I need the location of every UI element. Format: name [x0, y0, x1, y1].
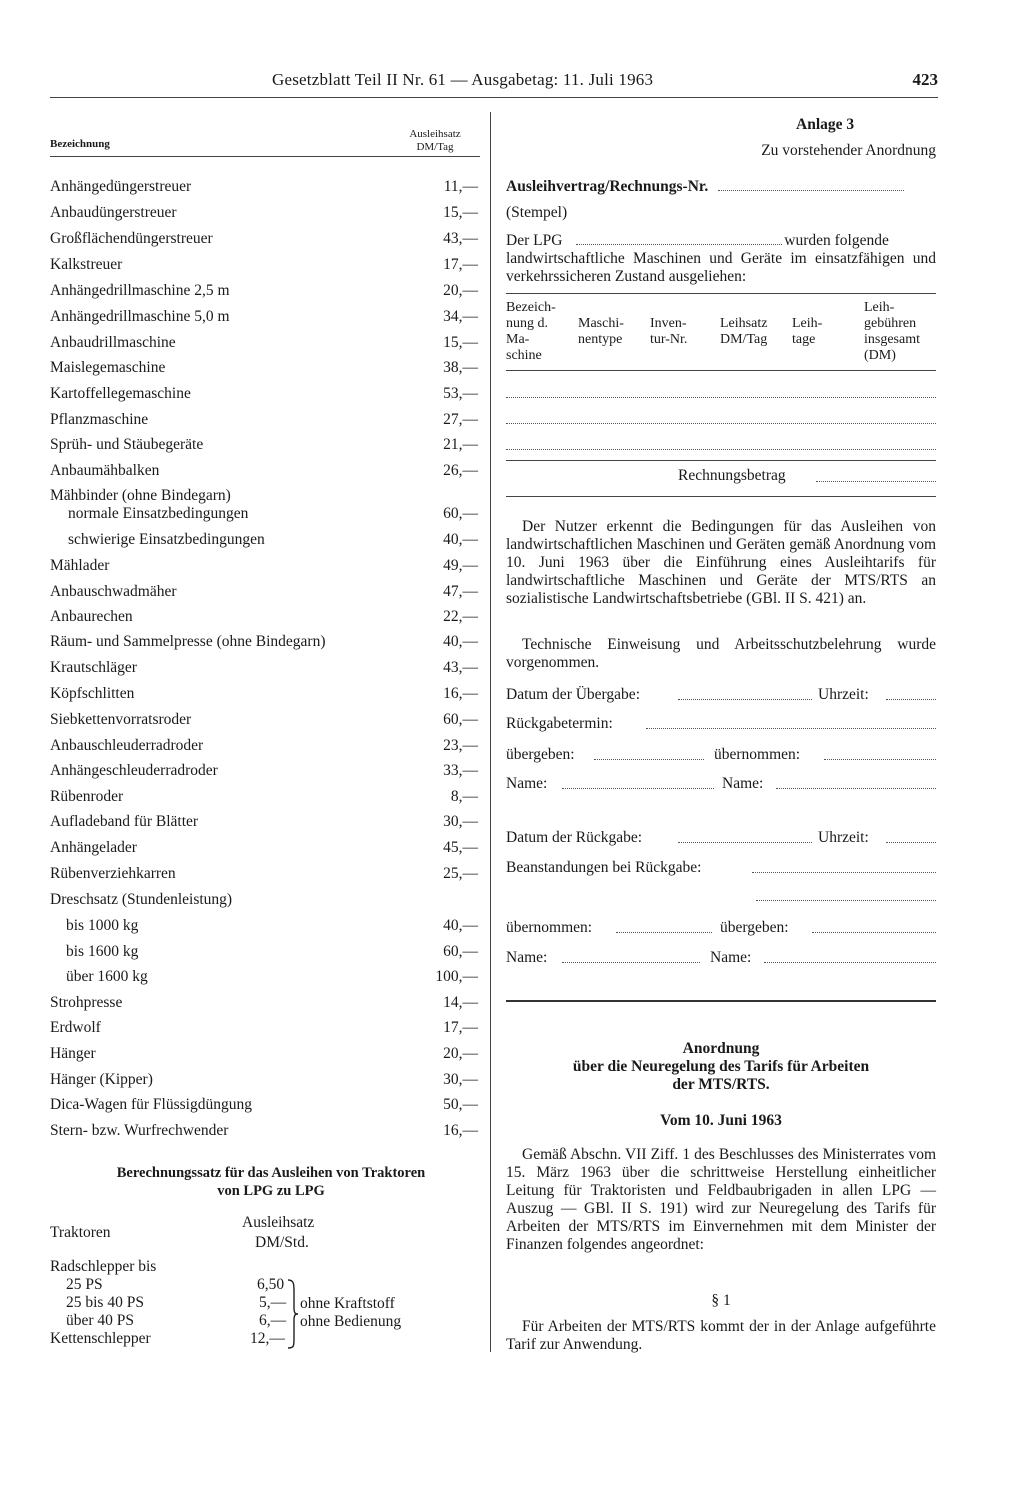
th-leihsatz — [720, 316, 767, 348]
machine-name: Anhängedüngerstreuer — [50, 178, 192, 195]
machine-name: Anbauschleuderradroder — [50, 737, 204, 754]
machine-rate: 30,— — [443, 813, 478, 830]
brace-icon — [286, 1278, 300, 1350]
th-tage-l1: Leih- — [792, 316, 823, 331]
invoice-total-label: Rechnungsbetrag — [678, 467, 786, 484]
machine-name: schwierige Einsatzbedingungen — [68, 531, 265, 548]
th-geb-l2: gebühren — [864, 316, 917, 331]
th-bezeichnung — [506, 300, 556, 364]
invoice-total-field[interactable] — [816, 480, 936, 482]
machine-row — [50, 1071, 480, 1089]
machine-name: Anbauschwadmäher — [50, 583, 177, 600]
machine-name: bis 1600 kg — [66, 943, 139, 960]
tractor-row-name: Radschlepper bis — [50, 1258, 157, 1275]
tractor-row-name: 25 bis 40 PS — [66, 1294, 144, 1311]
machine-row — [50, 1019, 480, 1037]
machine-row — [50, 839, 480, 857]
taken-over2-label: übernommen: — [506, 919, 593, 936]
machine-name: Anbaudüngerstreuer — [50, 204, 177, 221]
machine-row — [50, 583, 480, 601]
machine-name: Anbaurechen — [50, 608, 133, 625]
th-maschinentype — [578, 316, 624, 348]
machine-row — [50, 608, 480, 626]
anlage-subtitle: Zu vorstehender Anordnung — [761, 142, 936, 159]
th-inv-l1: Inven- — [650, 316, 687, 331]
complaints-field[interactable] — [752, 871, 936, 873]
ordinance-title-l2: über die Neuregelung des Tarifs für Arbeiten — [572, 1058, 870, 1075]
machine-rate: 16,— — [443, 685, 478, 702]
tractor-section-title — [50, 1164, 480, 1200]
machine-name: Maislegemaschine — [50, 359, 166, 376]
intro-lpg-label: Der LPG — [506, 232, 563, 249]
machine-name: über 1600 kg — [66, 968, 148, 985]
machine-row — [50, 762, 480, 780]
machine-name: Anhängelader — [50, 839, 137, 856]
terms-paragraph: Der Nutzer erkennt die Bedingungen für das Ausleihen von landwirtschaftlichen Maschinen und Geräten gemäß Anordnung vom 10. Juni 1963 über die Einführung eines Ausleihtarifs für landwirtschaftliche Maschinen und Geräte der MTS/RTS an sozialistische Landwirtschaftsbetriebe (GBl. II S. 421) an. — [506, 518, 936, 607]
return-date-field[interactable] — [678, 841, 812, 843]
machine-name: Anhängedrillmaschine 5,0 m — [50, 308, 230, 325]
machine-rate: 15,— — [443, 334, 478, 351]
machine-rate: 100,— — [435, 968, 478, 985]
machine-row — [50, 178, 480, 196]
machine-rate: 45,— — [443, 839, 478, 856]
tractor-row-rate: 6,50 — [257, 1276, 285, 1293]
machine-name: Mählader — [50, 557, 110, 574]
machine-name: Pflanzmaschine — [50, 411, 149, 428]
th-bez-l1: Bezeich- — [506, 300, 556, 315]
machine-rate: 33,— — [443, 762, 478, 779]
machine-name: Rübenverziehkarren — [50, 865, 176, 882]
machine-row — [50, 282, 480, 300]
machine-name: Köpfschlitten — [50, 685, 135, 702]
machine-rate: 60,— — [443, 711, 478, 728]
machine-rate: 16,— — [443, 1122, 478, 1139]
machine-row — [50, 462, 480, 480]
machine-name: Kalkstreuer — [50, 256, 123, 273]
machine-rate: 38,— — [443, 359, 478, 376]
return-date-label: Datum der Rückgabe: — [506, 829, 643, 846]
column-divider — [490, 112, 491, 1352]
loan-row-field[interactable] — [506, 396, 936, 398]
machine-name: Rübenroder — [50, 788, 124, 805]
machine-row — [50, 334, 480, 352]
machine-name: Dica-Wagen für Flüssigdüngung — [50, 1096, 252, 1113]
invoice-rule — [506, 496, 936, 497]
machine-rate: 11,— — [443, 178, 478, 195]
ordinance-title — [506, 1040, 936, 1094]
complaints-label: Beanstandungen bei Rückgabe: — [506, 859, 702, 876]
handover-time-label: Uhrzeit: — [818, 686, 869, 703]
machine-rate: 14,— — [443, 994, 478, 1011]
machine-rate: 8,— — [450, 788, 478, 805]
machine-name: Mähbinder (ohne Bindegarn) — [50, 487, 231, 504]
tractor-row-rate: 6,— — [259, 1312, 287, 1329]
machine-row — [50, 256, 480, 274]
anlage-title: Anlage 3 — [796, 116, 855, 133]
th-type-l2: nentype — [578, 332, 623, 347]
header-title: Gesetzblatt Teil II Nr. 61 — Ausgabetag: 11. Juli 1963 — [272, 70, 654, 89]
intro-text: landwirtschaftliche Maschinen und Geräte im einsatzfähigen und verkehrssicheren Zustand ausgeliehen: — [506, 250, 936, 285]
machine-rate: 60,— — [443, 943, 478, 960]
machine-row — [50, 943, 480, 961]
instruction-paragraph: Technische Einweisung und Arbeitsschutzbelehrung wurde vorgenommen. — [506, 636, 936, 671]
machine-rate: 25,— — [443, 865, 478, 882]
machine-row — [50, 737, 480, 755]
name-field-d[interactable] — [764, 961, 936, 963]
tractor-row-rate: 12,— — [250, 1330, 285, 1347]
machine-rate: 47,— — [443, 583, 478, 600]
machine-name: Hänger (Kipper) — [50, 1071, 153, 1088]
tractor-section — [50, 1164, 480, 1347]
machine-name: Siebkettenvorratsroder — [50, 711, 192, 728]
tractor-col-rate-l1: Ausleihsatz — [242, 1214, 315, 1231]
handover-date-label: Datum der Übergabe: — [506, 686, 640, 703]
handed-over-label: übergeben: — [506, 746, 575, 763]
th-bez-l2: nung d. — [506, 316, 548, 331]
machine-row — [50, 968, 480, 986]
tractor-note-fuel: ohne Kraftstoff — [300, 1295, 395, 1312]
section-rule — [506, 1000, 936, 1002]
machine-row — [50, 711, 480, 729]
tractor-note-operator: ohne Bedienung — [300, 1313, 402, 1330]
col-header-rate-l2: DM/Tag — [416, 141, 454, 153]
name-label-b: Name: — [722, 775, 764, 792]
th-satz-l1: Leihsatz — [720, 316, 768, 331]
machine-name: bis 1000 kg — [66, 917, 139, 934]
return-term-label: Rückgabetermin: — [506, 715, 613, 732]
th-geb-l3: insgesamt — [864, 332, 920, 347]
name-label-d: Name: — [710, 949, 752, 966]
machine-rate: 43,— — [443, 659, 478, 676]
machine-rate: 17,— — [443, 1019, 478, 1036]
machine-name: Anbaudrillmaschine — [50, 334, 176, 351]
machine-row — [50, 436, 480, 454]
machine-rate: 22,— — [443, 608, 478, 625]
name-label-c: Name: — [506, 949, 548, 966]
machine-row — [50, 891, 480, 909]
handover-date-field[interactable] — [678, 698, 812, 700]
tractor-row-name: 25 PS — [66, 1276, 103, 1293]
taken-over2-field[interactable] — [616, 931, 712, 933]
th-inv-l2: tur-Nr. — [650, 332, 688, 347]
machine-name: Anhängedrillmaschine 2,5 m — [50, 282, 230, 299]
machine-name: Dreschsatz (Stundenleistung) — [50, 891, 233, 908]
return-term-field[interactable] — [646, 727, 936, 729]
tractor-title-l1: Berechnungssatz für das Ausleihen von Traktoren — [116, 1165, 426, 1181]
machine-table-header — [50, 112, 480, 172]
th-type-l1: Maschi- — [578, 316, 624, 331]
section-text: Für Arbeiten der MTS/RTS kommt der in der Anlage aufgeführte Tarif zur Anwendung. — [506, 1318, 936, 1353]
tractor-row-name: über 40 PS — [66, 1312, 135, 1329]
return-time-field[interactable] — [886, 841, 936, 843]
machine-row — [50, 685, 480, 703]
contract-number-field[interactable] — [718, 178, 904, 191]
machine-name: Aufladeband für Blätter — [50, 813, 199, 830]
intro-line-1 — [506, 232, 936, 250]
machine-rate: 26,— — [443, 462, 478, 479]
machine-row — [50, 994, 480, 1012]
lpg-name-field[interactable] — [576, 232, 782, 245]
th-geb-l4: (DM) — [864, 348, 896, 363]
th-geb-l1: Leih- — [864, 300, 895, 315]
machine-row — [50, 411, 480, 429]
taken-over-field[interactable] — [824, 758, 936, 760]
handed-over-field[interactable] — [594, 758, 704, 760]
machine-name: Kartoffellegemaschine — [50, 385, 191, 402]
tractor-col-rate-l2: DM/Std. — [255, 1234, 309, 1251]
machine-rate: 40,— — [443, 633, 478, 650]
machine-row — [50, 865, 480, 883]
th-tage-l2: tage — [792, 332, 816, 347]
name-field-c[interactable] — [562, 961, 700, 963]
stamp-label: (Stempel) — [506, 204, 568, 221]
machine-name: Sprüh- und Stäubegeräte — [50, 436, 204, 453]
machine-row — [50, 204, 480, 222]
name-label-a: Name: — [506, 775, 548, 792]
complaints-field[interactable] — [756, 899, 936, 901]
machine-row — [50, 788, 480, 806]
machine-rate: 34,— — [443, 308, 478, 325]
machine-name: Räum- und Sammelpresse (ohne Bindegarn) — [50, 633, 326, 650]
machine-row — [50, 813, 480, 831]
contract-number-label: Ausleihvertrag/Rechnungs-Nr. — [506, 178, 709, 195]
loan-table-top-rule — [506, 293, 936, 294]
tractor-row-rate: 5,— — [259, 1294, 287, 1311]
machine-rate: 23,— — [443, 737, 478, 754]
machine-row — [50, 917, 480, 935]
machine-rate: 49,— — [443, 557, 478, 574]
machine-row — [50, 487, 480, 505]
handed-over2-label: übergeben: — [720, 919, 789, 936]
machine-name: Hänger — [50, 1045, 96, 1062]
ordinance-title-l1: Anordnung — [682, 1040, 760, 1057]
machine-row — [50, 1045, 480, 1063]
name-field-b[interactable] — [776, 787, 936, 789]
page-header — [50, 70, 938, 100]
machine-name: Großflächendüngerstreuer — [50, 230, 213, 247]
th-bez-l4: schine — [506, 348, 542, 363]
name-field-a[interactable] — [562, 787, 714, 789]
machine-name: Stern- bzw. Wurfrechwender — [50, 1122, 229, 1139]
machine-row — [50, 531, 480, 549]
machine-rate: 20,— — [443, 282, 478, 299]
tractor-title-l2: von LPG zu LPG — [217, 1183, 325, 1199]
machine-row — [50, 359, 480, 377]
table-header-rule — [50, 156, 480, 157]
machine-name: Krautschläger — [50, 659, 137, 676]
tractor-col-name: Traktoren — [50, 1224, 111, 1241]
header-rule — [50, 97, 938, 98]
machine-rate: 50,— — [443, 1096, 478, 1113]
machine-row — [50, 1096, 480, 1114]
loan-table-rows-rule — [506, 460, 936, 461]
machine-rate: 43,— — [443, 230, 478, 247]
taken-over-label: übernommen: — [714, 746, 801, 763]
page-number: 423 — [912, 70, 938, 89]
machine-rate: 53,— — [443, 385, 478, 402]
section-number: § 1 — [711, 1292, 731, 1309]
machine-row — [50, 385, 480, 403]
ordinance-title-l3: der MTS/RTS. — [672, 1076, 770, 1093]
tractor-row-name: Kettenschlepper — [50, 1330, 151, 1347]
machine-name: Anhängeschleuderradroder — [50, 762, 218, 779]
machine-rate: 40,— — [443, 531, 478, 548]
machine-name: Erdwolf — [50, 1019, 101, 1036]
return-time-label: Uhrzeit: — [818, 829, 869, 846]
machine-row — [50, 633, 480, 651]
machine-rate: 21,— — [443, 436, 478, 453]
handed-over2-field[interactable] — [812, 931, 936, 933]
ordinance-preamble: Gemäß Abschn. VII Ziff. 1 des Beschlusses des Ministerrates vom 15. März 1963 über die schrittweise Herstellung einheitlicher Leitung für Traktoristen und Feldbaubrigaden in allen LPG — Auszug — GBl. II S. 191) wird zur Neuregelung des Tarifs für Arbeiten der MTS/RTS im Einvernehmen mit dem Minister der Finanzen folgendes angeordnet: — [506, 1146, 936, 1253]
machine-row — [50, 1122, 480, 1140]
loan-table-header-rule — [506, 370, 936, 371]
machine-row — [50, 308, 480, 326]
col-header-rate — [390, 128, 480, 154]
machine-row — [50, 659, 480, 677]
machine-row — [50, 230, 480, 248]
th-leihtage — [792, 316, 822, 348]
machine-rate: 40,— — [443, 917, 478, 934]
machine-row — [50, 557, 480, 575]
loan-row-field[interactable] — [506, 448, 936, 450]
col-header-rate-l1: Ausleihsatz — [409, 128, 461, 140]
th-leihgebuehren — [864, 300, 920, 364]
left-column — [50, 112, 480, 1139]
intro-line-1-end: wurden folgende — [784, 232, 889, 249]
th-bez-l3: Ma- — [506, 332, 530, 347]
contract-number-line — [506, 178, 936, 196]
machine-name: Strohpresse — [50, 994, 123, 1011]
col-header-name: Bezeichnung — [50, 138, 110, 150]
machine-rate: 27,— — [443, 411, 478, 428]
th-satz-l2: DM/Tag — [720, 332, 768, 347]
th-inventar — [650, 316, 687, 348]
machine-name: normale Einsatzbedingungen — [68, 505, 249, 522]
machine-row — [50, 505, 480, 523]
ordinance-date: Vom 10. Juni 1963 — [660, 1112, 782, 1129]
machine-rate: 60,— — [443, 505, 478, 522]
handover-time-field[interactable] — [886, 698, 936, 700]
machine-rate: 30,— — [443, 1071, 478, 1088]
machine-rate: 17,— — [443, 256, 478, 273]
machine-rate: 20,— — [443, 1045, 478, 1062]
machine-name: Anbaumähbalken — [50, 462, 160, 479]
loan-row-field[interactable] — [506, 422, 936, 424]
machine-rate: 15,— — [443, 204, 478, 221]
